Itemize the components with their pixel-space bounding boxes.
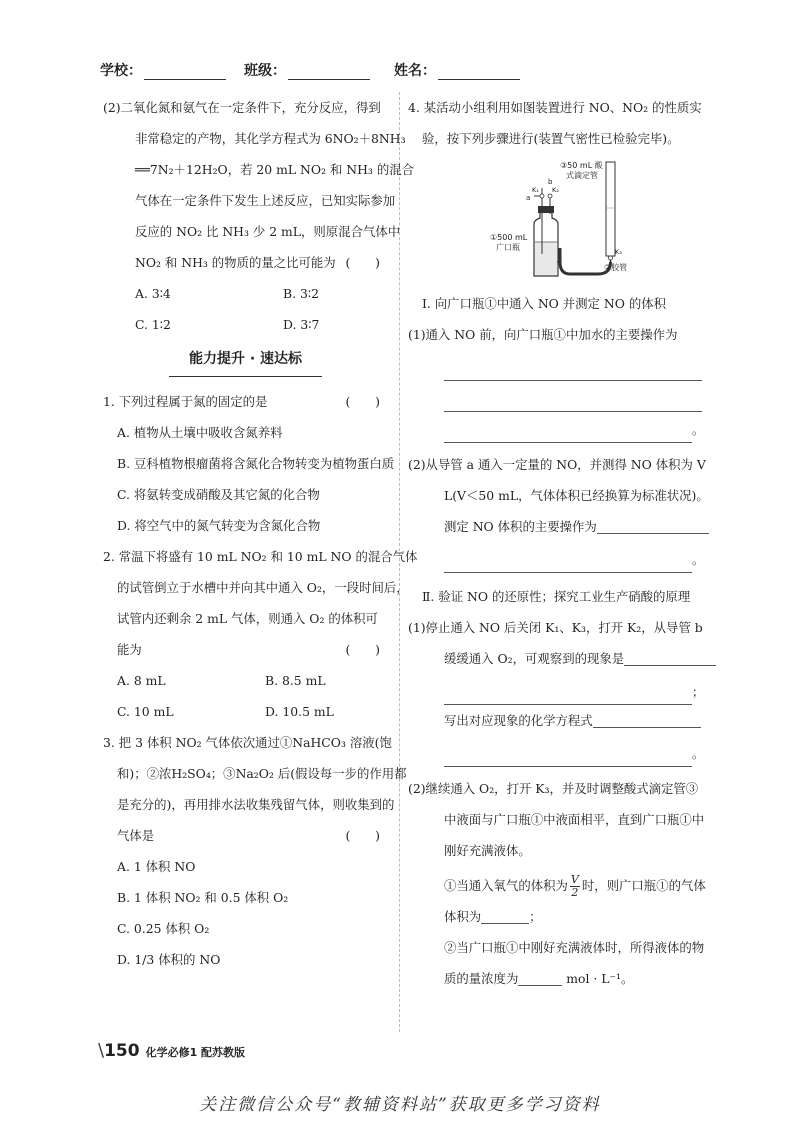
option-a[interactable]: A. 1 体积 NO xyxy=(117,859,196,874)
option-b[interactable]: B. 3∶2 xyxy=(283,286,319,301)
option-c[interactable]: C. 将氨转变成硝酸及其它氮的化合物 xyxy=(117,487,320,502)
question-2: 2. 常温下将盛有 10 mL NO₂ 和 10 mL NO 的混合气体 的试管倒立于水槽中并向其中通入 O₂，一段时间后， 试管内还剩余 2 mL 气体，则通入 O₂ 的体积可 能为 ( ) A. 8 mL B. 8.5 mL C. 10 mL D. 10.5 mL xyxy=(103,541,388,727)
class-blank[interactable] xyxy=(288,63,370,80)
section-title: 能力提升 · 速达标 xyxy=(103,342,388,378)
part-2: Ⅱ. 验证 NO 的还原性；探究工业生产硝酸的原理 (1)停止通入 NO 后关闭 K₁、K₃，打开 K₂，从导管 b 缓缓通入 O₂，可观察到的现象是 ； 写出对应现象的化学方程式 。 (2)继续通入 O₂，打开 K₃，并及时调整酸式滴定管③ 中液面与广口瓶①中液面相平，直到广口瓶①中 刚好充满液体。 ①当通入氧气的体积为 $\frac{V}{2}$ 时，则广口瓶①的气体 体积为 ； ②当广口瓶①中刚好充满液体时，所得液体的物 质的量浓度为 mol · L⁻¹。 xyxy=(408,581,706,994)
question-1: 1. 下列过程属于氮的固定的是 ( ) A. 植物从土壤中吸收含氮养料 B. 豆科植物根瘤菌将含氮化合物转变为植物蛋白质 C. 将氨转变成硝酸及其它氮的化合物 D. 将空气中的氮气转变为含氮化合物 xyxy=(103,386,388,541)
student-info-header xyxy=(100,60,720,84)
answer-blank[interactable] xyxy=(624,649,716,666)
answer-blank[interactable]: 。 xyxy=(444,736,692,767)
answer-blank[interactable] xyxy=(481,907,529,924)
question-4: 4. 某活动小组利用如图装置进行 NO、NO₂ 的性质实 验，按下列步骤进行(装置气密性已检验完毕)。 xyxy=(408,100,702,146)
answer-blank[interactable] xyxy=(593,711,701,728)
question-3: 3. 把 3 体积 NO₂ 气体依次通过①NaHCO₃ 溶液(饱 和)；②浓H₂SO₄；③Na₂O₂ 后(假设每一步的作用都 是充分的)，再用排水法收集残留气体，则收集到的 气体是 ( ) A. 1 体积 NO B. 1 体积 NO₂ 和 0.5 体积 O₂ C. 0.25 体积 O₂ D. 1/3 体积的 NO xyxy=(103,727,388,975)
svg-text:a: a xyxy=(526,194,531,202)
answer-paren[interactable]: ( ) xyxy=(345,394,380,409)
svg-text:K₂: K₂ xyxy=(552,186,559,194)
name-field: 姓名： xyxy=(394,60,520,80)
fraction-v-over-2: $\frac{V}{2}$ xyxy=(570,873,579,899)
slash-mark: \ xyxy=(98,1040,105,1061)
valve-k1 xyxy=(540,194,544,198)
school-field: 学校： xyxy=(100,60,226,80)
name-blank[interactable] xyxy=(438,63,520,80)
page-number: 150 xyxy=(104,1041,140,1061)
svg-text:b: b xyxy=(548,178,553,186)
option-d[interactable]: D. 10.5 mL xyxy=(265,704,334,719)
answer-blank[interactable]: 。 xyxy=(444,542,692,573)
option-a[interactable]: A. 植物从土壤中吸收含氮养料 xyxy=(117,425,283,440)
svg-text:①500 mL: ①500 mL xyxy=(490,233,528,242)
question-2-part-2: (2)二氧化氮和氨气在一定条件下，充分反应，得到 非常稳定的产物，其化学方程式为 6NO₂＋8NH₃ ══7N₂＋12H₂O，若 20 mL NO₂ 和 NH₃ 的混合 气体在一定条件下发生上述反应，已知实际参加 反应的 NO₂ 比 NH₃ 少 2 mL，则原混合气体中 NO₂ 和 NH₃ 的物质的量之比可能为 ( ) A. 3∶4 B. 3∶2 C. 1∶2 D. 3∶7 xyxy=(103,92,388,340)
option-a[interactable]: A. 8 mL xyxy=(117,673,166,688)
svg-text:式滴定管: 式滴定管 xyxy=(566,171,598,180)
option-a[interactable]: A. 3∶4 xyxy=(135,286,171,301)
apparatus-figure xyxy=(408,158,706,282)
option-c[interactable]: C. 1∶2 xyxy=(135,317,171,332)
option-d[interactable]: D. 将空气中的氮气转变为含氮化合物 xyxy=(117,518,321,533)
option-c[interactable]: C. 10 mL xyxy=(117,704,174,719)
burette xyxy=(606,162,615,256)
school-blank[interactable] xyxy=(144,63,226,80)
option-d[interactable]: D. 3∶7 xyxy=(283,317,320,332)
svg-text:K₁: K₁ xyxy=(532,186,539,194)
apparatus-diagram xyxy=(490,158,640,282)
right-column xyxy=(408,92,709,994)
answer-blank[interactable] xyxy=(597,517,709,534)
answer-paren[interactable]: ( ) xyxy=(345,642,380,657)
page-footer xyxy=(98,1040,245,1061)
answer-paren[interactable]: ( ) xyxy=(345,255,380,270)
answer-blank[interactable]: ； xyxy=(444,674,692,705)
option-b[interactable]: B. 1 体积 NO₂ 和 0.5 体积 O₂ xyxy=(117,890,289,905)
book-title: 化学必修1 配苏教版 xyxy=(145,1046,246,1059)
svg-text:K₃: K₃ xyxy=(615,248,622,256)
part-1: Ⅰ. 向广口瓶①中通入 NO 并测定 NO 的体积 (1)通入 NO 前，向广口瓶①中加水的主要操作为 。 (2)从导管 a 通入一定量的 NO，并测得 NO 体积为 V L(V＜50 mL，气体体积已经换算为标准状况)。 测定 NO 体积的主要操作为 。 xyxy=(408,288,706,573)
option-b[interactable]: B. 8.5 mL xyxy=(265,673,326,688)
valve-k3 xyxy=(609,256,613,260)
answer-blank[interactable]: 。 xyxy=(444,412,692,443)
watermark: 关注微信公众号“教辅资料站”获取更多学习资料 xyxy=(199,1095,601,1115)
left-column xyxy=(103,92,418,975)
svg-text:③50 mL 酸: ③50 mL 酸 xyxy=(560,161,603,170)
option-d[interactable]: D. 1/3 体积的 NO xyxy=(117,952,221,967)
class-field: 班级： xyxy=(244,60,370,80)
answer-blank[interactable] xyxy=(444,381,702,412)
stopper xyxy=(538,206,554,213)
option-b[interactable]: B. 豆科植物根瘤菌将含氮化合物转变为植物蛋白质 xyxy=(117,456,395,471)
svg-text:②胶管: ②胶管 xyxy=(604,263,628,272)
valve-k2 xyxy=(548,194,552,198)
option-c[interactable]: C. 0.25 体积 O₂ xyxy=(117,921,210,936)
svg-text:广口瓶: 广口瓶 xyxy=(496,243,520,252)
answer-blank[interactable] xyxy=(518,969,562,986)
answer-blank[interactable] xyxy=(444,350,702,381)
answer-paren[interactable]: ( ) xyxy=(345,828,380,843)
